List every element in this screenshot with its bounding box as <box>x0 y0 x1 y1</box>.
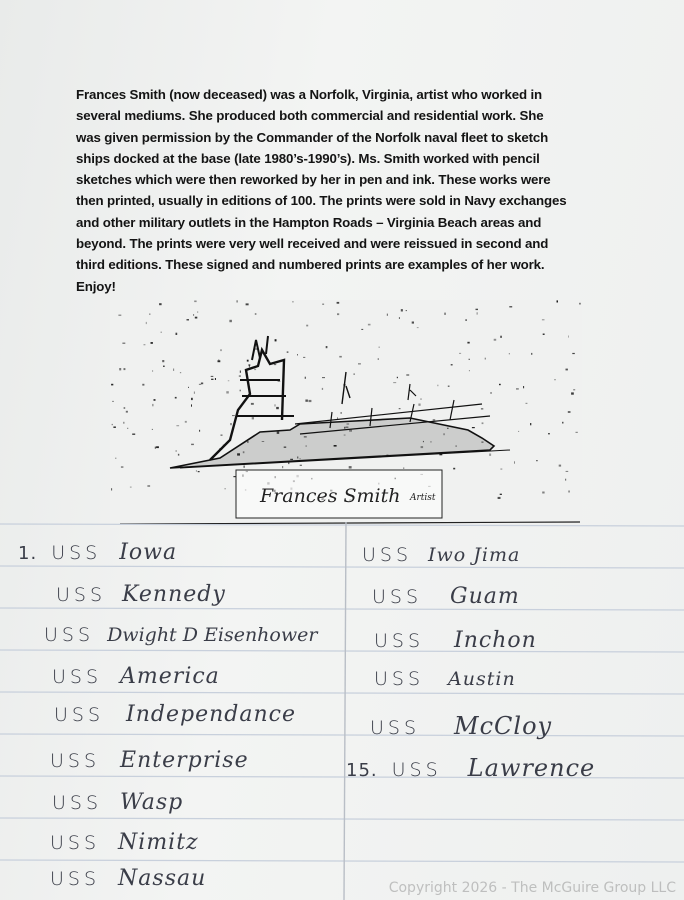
description-line: ships docked at the base (late 1980’s-1990’s). Ms. Smith worked with pencil <box>76 150 540 166</box>
list-item <box>18 540 177 565</box>
list-prefix: USS <box>374 668 425 690</box>
description-line: beyond. The prints were very well received and were reissued in second and <box>76 236 549 252</box>
description-line: then printed, usually in editions of 100. The prints were sold in Navy exchanges <box>76 193 567 209</box>
description-line: Frances Smith (now deceased) was a Norfolk, Virginia, artist who worked in <box>76 87 542 102</box>
column-divider <box>344 522 346 900</box>
list-prefix: USS <box>370 717 421 739</box>
description-line: Enjoy! <box>76 278 116 294</box>
ship-name: Enterprise <box>120 748 249 773</box>
copyright-watermark: Copyright 2026 - The McGuire Group LLC <box>388 880 676 896</box>
list-prefix: USS <box>372 586 423 608</box>
list-prefix: USS <box>44 624 95 646</box>
list-item <box>52 664 220 689</box>
list-prefix: USS <box>391 759 442 781</box>
description-line: sketches which were then reworked by her in pen and ink. These works were <box>76 172 551 188</box>
ship-print-image <box>110 300 582 528</box>
ship-name: Lawrence <box>467 754 596 782</box>
list-item <box>372 584 520 609</box>
description-line: was given permission by the Commander of the Norfolk naval fleet to sketch <box>76 129 549 145</box>
list-prefix: USS <box>362 544 413 566</box>
list-prefix: USS <box>56 584 107 606</box>
list-item <box>346 754 595 782</box>
list-item <box>374 666 516 691</box>
ship-name: Guam <box>450 584 520 609</box>
print-artist-label: Artist <box>410 493 436 503</box>
list-item <box>44 624 317 646</box>
description-paragraph <box>76 84 636 297</box>
ship-name: Iwo Jima <box>428 544 521 566</box>
list-item <box>50 866 206 891</box>
ship-name: Kennedy <box>122 582 226 607</box>
ship-name: Nassau <box>118 866 207 891</box>
list-item <box>362 542 520 567</box>
ship-name: Nimitz <box>118 830 199 855</box>
list-item <box>52 790 183 815</box>
description-line: and other military outlets in the Hampton Roads – Virginia Beach areas and <box>76 214 542 230</box>
ship-name: America <box>120 664 220 689</box>
list-number: 1. <box>18 543 38 564</box>
list-item <box>374 628 537 653</box>
list-prefix: USS <box>50 750 101 772</box>
ship-name: Dwight D Eisenhower <box>107 624 318 646</box>
ship-name: Iowa <box>119 540 178 565</box>
list-item <box>54 702 296 727</box>
list-prefix: USS <box>54 704 105 726</box>
ship-name: Austin <box>448 668 516 690</box>
ship-name: McCloy <box>454 712 553 740</box>
print-signature: Frances Smith <box>260 485 401 507</box>
list-item <box>56 582 226 607</box>
description-line: several mediums. She produced both commercial and residential work. She <box>76 108 544 124</box>
list-item <box>370 712 552 740</box>
list-prefix: USS <box>51 542 102 564</box>
list-prefix: USS <box>50 868 101 890</box>
ship-name: Independance <box>126 702 296 727</box>
list-prefix: USS <box>52 792 103 814</box>
list-item <box>50 748 249 773</box>
list-number: 15. <box>346 760 378 781</box>
description-line: third editions. These signed and numbered prints are examples of her work. <box>76 257 545 273</box>
list-prefix: USS <box>50 832 101 854</box>
list-prefix: USS <box>374 630 425 652</box>
ship-name: Wasp <box>120 790 184 815</box>
list-item <box>50 830 199 855</box>
ship-name: Inchon <box>454 628 537 653</box>
list-prefix: USS <box>52 666 103 688</box>
